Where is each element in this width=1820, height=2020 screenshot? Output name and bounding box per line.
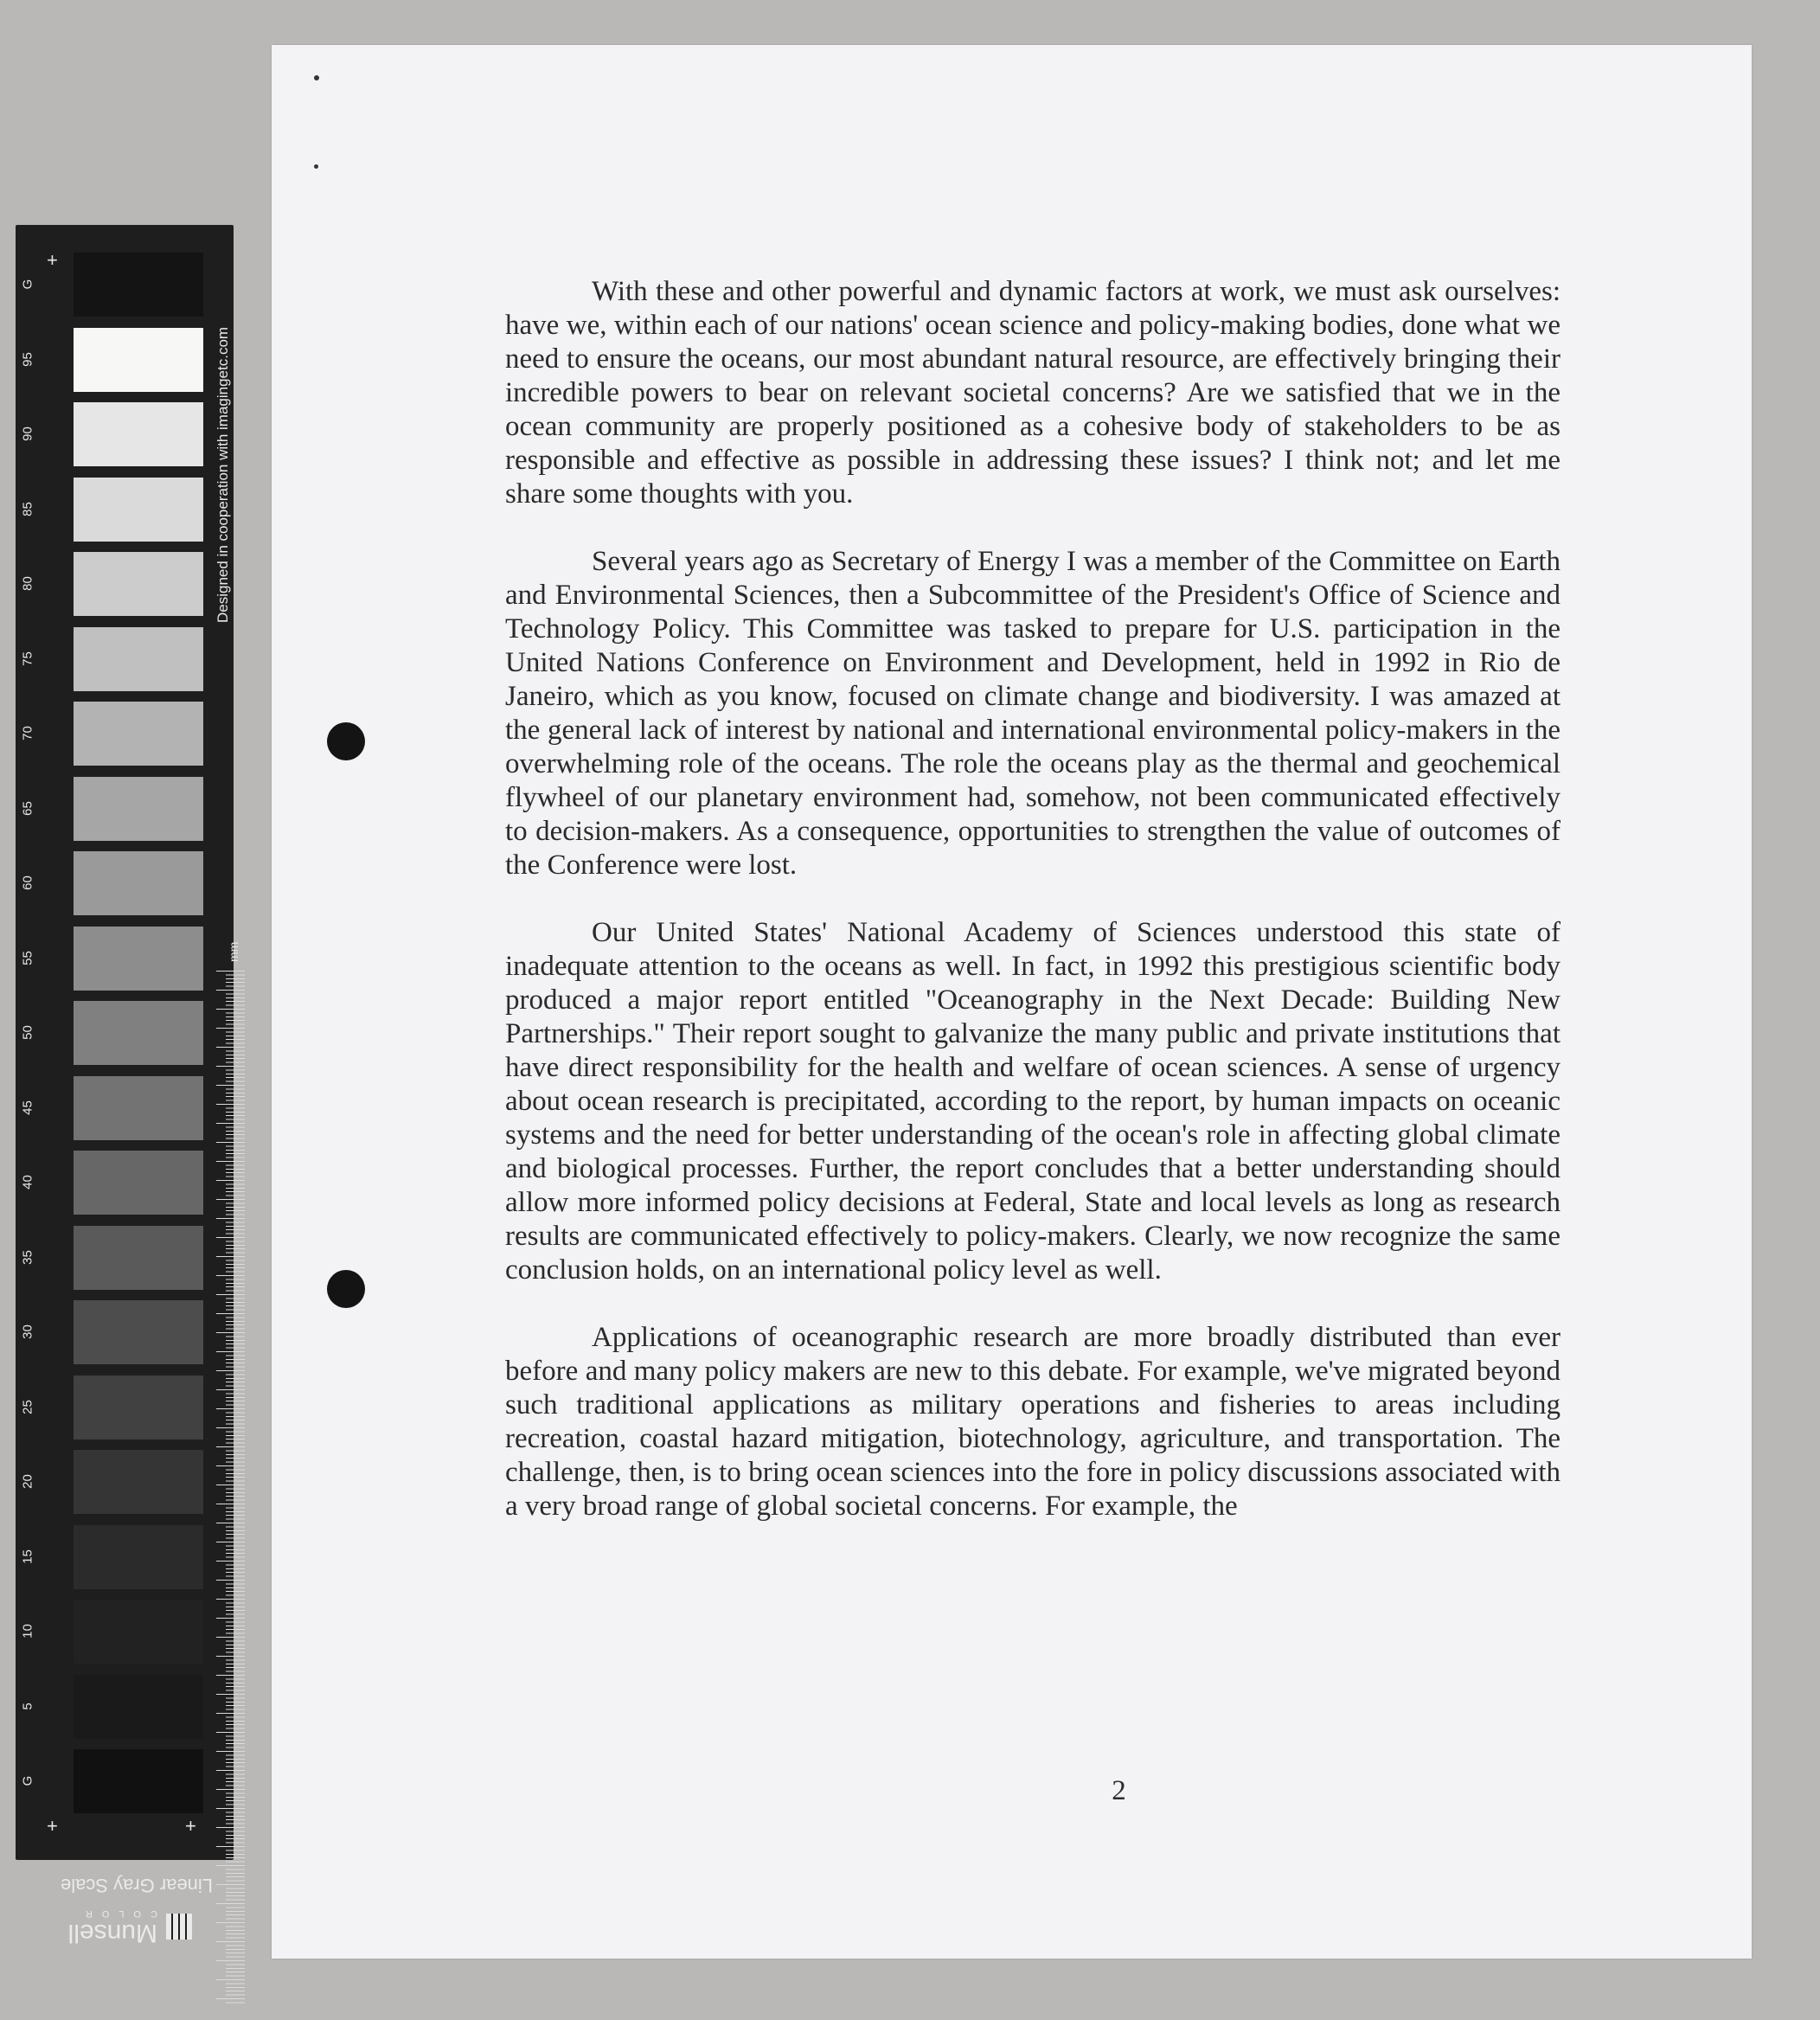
gray-patch-label: 15 (20, 1549, 35, 1564)
gray-patch (74, 1076, 203, 1140)
gray-patch-label: 30 (20, 1324, 35, 1339)
gray-patch (74, 1749, 203, 1813)
gray-patch-label: 20 (20, 1474, 35, 1489)
gray-patch-label: G (20, 1775, 35, 1786)
munsell-logo-icon (166, 1914, 192, 1940)
plus-mark: + (47, 249, 58, 271)
gray-patch (74, 402, 203, 466)
gray-patch-label: 50 (20, 1025, 35, 1040)
gray-patch (74, 777, 203, 841)
gray-patch (74, 851, 203, 915)
gray-patch-label: 5 (20, 1702, 35, 1710)
gray-patch (74, 1226, 203, 1290)
plus-mark: + (185, 1815, 196, 1837)
gray-patch-label: 40 (20, 1175, 35, 1190)
gray-patch-label: 75 (20, 651, 35, 666)
gray-patch-label: 25 (20, 1399, 35, 1414)
gray-patch (74, 1300, 203, 1364)
paragraph: With these and other powerful and dynamic factors at work, we must ask ourselves: have we, within each of our nations' ocean science and policy-making bodies, done what we need to ensure the oceans, our most abundant natural resource, are effectively bringing their incredible powers to bear on relevant societal concerns? Are we satisfied that we in the ocean community are properly positioned as a cohesive body of stakeholders to be as responsible and effective as possible in addressing these issues? I think not; and let me share some thoughts with you. (505, 276, 1560, 510)
punch-hole (327, 722, 365, 760)
gray-patch-label: 95 (20, 351, 35, 367)
scale-credit: Designed in cooperation with imagingetc.com (215, 326, 231, 623)
gray-patch (74, 1151, 203, 1215)
gray-patch (74, 328, 203, 392)
gray-patch (74, 552, 203, 616)
gray-patch-label: 45 (20, 1100, 35, 1115)
paragraph: Several years ago as Secretary of Energy I was a member of the Committee on Earth and Environmental Sciences, then a Subcommittee of the President's Office of Science and Technology Policy. This Committee was tasked to prepare for U.S. participation in the United Nations Conference on Environment and Development, held in 1992 in Rio de Janeiro, which as you know, focused on climate change and biodiversity. I was amazed at the general lack of interest by national and international environmental policy-makers in the overwhelming role of the oceans. The role the oceans play as the thermal and geochemical flywheel of our planetary environment had, somehow, not been communicated effectively to decision-makers. As a consequence, opportunities to strengthen the value of outcomes of the Conference were lost. (505, 546, 1560, 881)
gray-patch (74, 1001, 203, 1065)
gray-patch (74, 478, 203, 542)
punch-hole (327, 1270, 365, 1308)
gray-patch (74, 1450, 203, 1514)
gray-patch-label: 65 (20, 800, 35, 816)
gray-patch-label: 35 (20, 1249, 35, 1265)
gray-scale-card (16, 225, 240, 1860)
document-page (272, 45, 1752, 1959)
page-number: 2 (1112, 1775, 1126, 1806)
gray-patch (74, 1600, 203, 1664)
gray-patch-label: 55 (20, 950, 35, 965)
brand-sub: COLOR (75, 1908, 157, 1919)
brand-name: Munsell (67, 1919, 157, 1947)
gray-patch-label: 90 (20, 426, 35, 441)
ruler-unit-label: mm (227, 941, 240, 962)
mm-ruler (226, 971, 245, 2004)
paper-speck (314, 164, 318, 169)
gray-patch (74, 927, 203, 991)
gray-patch-label: 60 (20, 875, 35, 890)
gray-patch-label: 10 (20, 1624, 35, 1638)
gray-patch (74, 702, 203, 766)
scale-title: Linear Gray Scale (60, 1875, 214, 1896)
paragraph: Applications of oceanographic research are more broadly distributed than ever before and many policy makers are new to this debate. For example, we've migrated beyond such traditional applications as military operations and fisheries to areas including recreation, coastal hazard mitigation, biotechnology, agriculture, and transportation. The challenge, then, is to bring ocean sciences into the fore in policy discussions associated with a very broad range of global societal concerns. For example, the (505, 1322, 1560, 1522)
plus-mark: + (47, 1815, 58, 1837)
paragraph: Our United States' National Academy of Sciences understood this state of inadequate attention to the oceans as well. In fact, in 1992 this prestigious scientific body produced a major report entitled "Oceanography in the Next Decade: Building New Partnerships." Their report sought to galvanize the many public and private institutions that have direct responsibility for the health and welfare of ocean sciences. A sense of urgency about ocean research is precipitated, according to the report, by human impacts on oceanic systems and the need for better understanding of the ocean's role in affecting global climate and biological processes. Further, the report concludes that a better understanding should allow more informed policy decisions at Federal, State and local levels as long as research results are communicated effectively to policy-makers. Clearly, we now recognize the same conclusion holds, on an international policy level as well. (505, 917, 1560, 1286)
gray-patch (74, 1376, 203, 1440)
gray-patch (74, 1525, 203, 1589)
gray-patch (74, 627, 203, 691)
gray-patch-label: G (20, 279, 35, 290)
mm-ruler-major-ticks (216, 971, 227, 2004)
gray-patch-label: 80 (20, 576, 35, 591)
paper-speck (314, 75, 319, 80)
gray-patch (74, 253, 203, 317)
gray-patch-label: 70 (20, 726, 35, 741)
body-text (505, 275, 1560, 1557)
gray-patch-label: 85 (20, 501, 35, 516)
gray-patch (74, 1675, 203, 1739)
munsell-logo (54, 1900, 192, 1953)
